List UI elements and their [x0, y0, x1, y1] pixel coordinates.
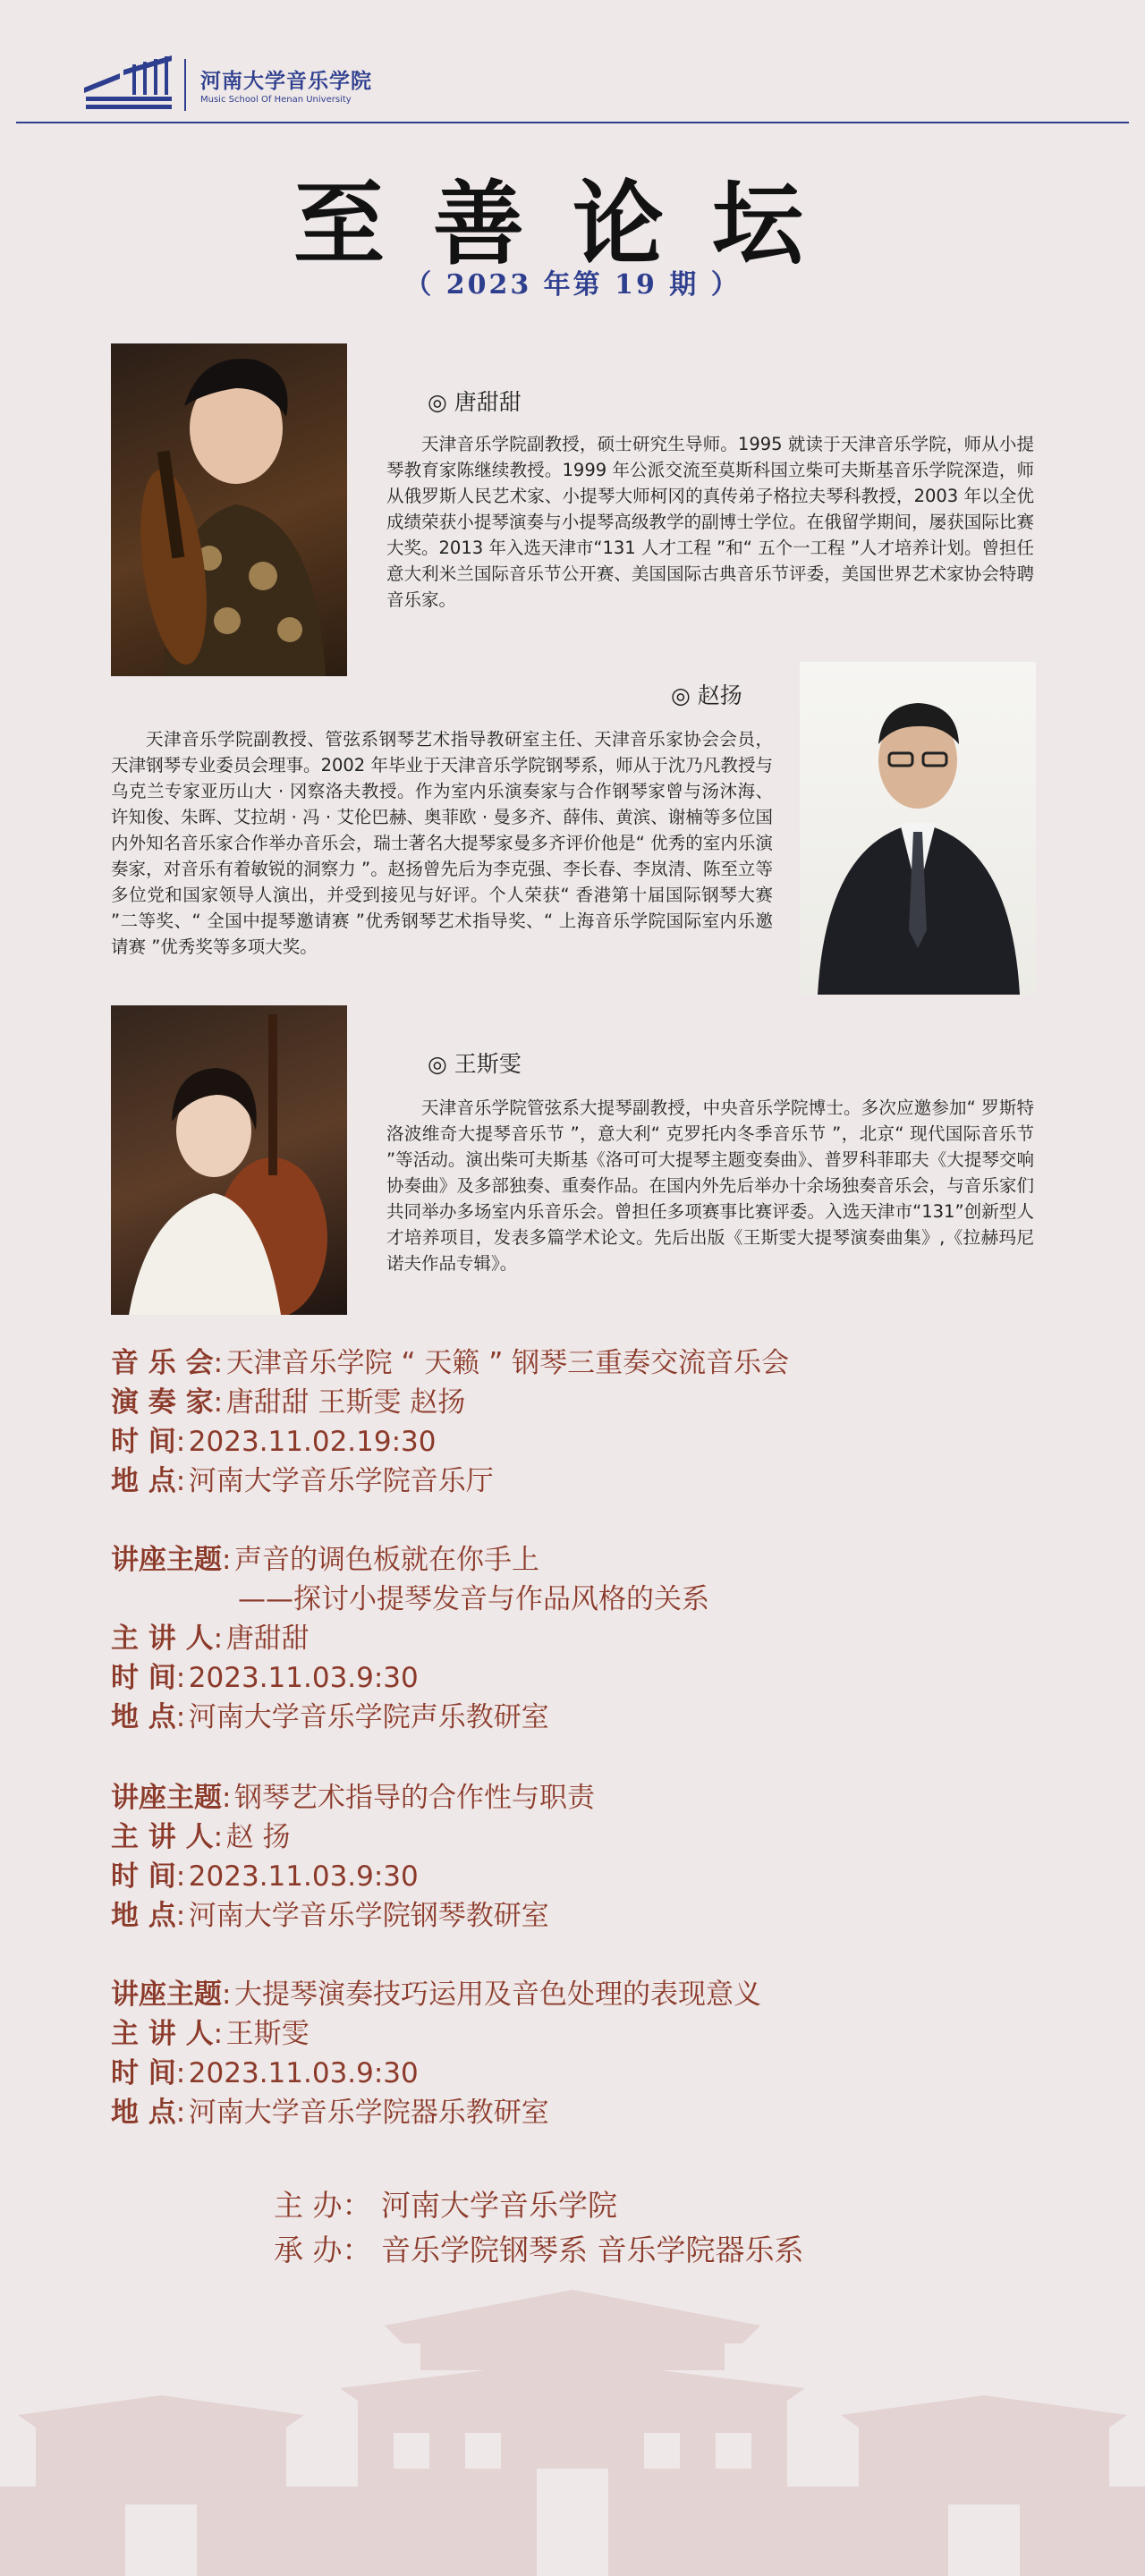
event-row: 时 间: 2023.11.03.9:30: [111, 1857, 595, 1896]
event-label: 演 奏 家: [111, 1386, 214, 1419]
event-label: 时 间: [111, 1860, 176, 1893]
lecture-block-zhao: [111, 1778, 595, 1936]
event-row: 讲座主题: 钢琴艺术指导的合作性与职责: [111, 1778, 595, 1818]
event-value: 大提琴演奏技巧运用及音色处理的表现意义: [234, 1979, 761, 2011]
event-row: 地 点: 河南大学音乐学院器乐教研室: [111, 2093, 761, 2132]
event-value: 河南大学音乐学院音乐厅: [188, 1465, 494, 1497]
event-value: 河南大学音乐学院声乐教研室: [188, 1701, 549, 1733]
logo-divider: [184, 59, 186, 111]
event-value: 2023.11.03.9:30: [188, 2057, 419, 2089]
event-label: 音 乐 会: [111, 1347, 214, 1379]
bio-name-zhao-yang: ◎ 赵扬: [671, 682, 742, 708]
event-label: 讲座主题: [111, 1544, 222, 1576]
organizer-line: 承 办： 音乐学院钢琴系 音乐学院器乐系: [274, 2233, 804, 2267]
university-logo: [79, 52, 177, 114]
header-rule: [16, 122, 1129, 123]
host-line: 主 办： 河南大学音乐学院: [274, 2188, 617, 2223]
event-value: 2023.11.02.19:30: [188, 1426, 437, 1458]
event-value: 河南大学音乐学院钢琴教研室: [188, 1900, 549, 1932]
event-row: 地 点: 河南大学音乐学院音乐厅: [111, 1462, 789, 1501]
school-name-en: Music School Of Henan University: [200, 95, 352, 105]
event-value: 唐甜甜: [225, 1623, 310, 1655]
event-value: 声音的调色板就在你手上: [234, 1544, 539, 1576]
bio-name-tang-tiantian: ◎ 唐甜甜: [428, 389, 522, 415]
event-label: 地 点: [111, 2097, 176, 2129]
event-label: 主 讲 人: [111, 1821, 214, 1853]
event-value: 王斯雯: [225, 2018, 310, 2050]
event-row: 主 讲 人: 唐甜甜: [111, 1619, 709, 1658]
event-label: 地 点: [111, 1701, 176, 1733]
event-row: 讲座主题: 声音的调色板就在你手上: [111, 1540, 709, 1580]
building-watermark: [0, 2290, 1145, 2576]
event-value: ——探讨小提琴发音与作品风格的关系: [238, 1583, 709, 1615]
event-label: 时 间: [111, 1662, 176, 1694]
portrait-zhao-yang: [800, 662, 1036, 995]
lecture-block-wang: [111, 1975, 761, 2132]
event-label: 地 点: [111, 1465, 176, 1497]
bio-name-wang-siwen: ◎ 王斯雯: [428, 1051, 522, 1077]
event-label: 讲座主题: [111, 1979, 222, 2011]
event-row: 地 点: 河南大学音乐学院钢琴教研室: [111, 1896, 595, 1936]
event-value: 河南大学音乐学院器乐教研室: [188, 2097, 549, 2129]
event-value: 2023.11.03.9:30: [188, 1860, 419, 1893]
bio-text-zhao-yang: 天津音乐学院副教授、管弦系钢琴艺术指导教研室主任、天津音乐家协会会员，天津钢琴专业委员会理事。2002 年毕业于天津音乐学院钢琴系，师从于沈乃凡教授与乌克兰专家亚历山大 · 冈察洛夫教授。作为室内乐演奏家与合作钢琴家曾与汤沐海、许知俊、朱晖、艾拉胡 · 冯 · 艾伦巴赫、奥菲欧 · 曼多齐、薛伟、黄滨、谢楠等多位国内外知名音乐家合作举办音乐会，瑞士著名大提琴家曼多齐评价他是“ 优秀的室内乐演奏家，对音乐有着敏锐的洞察力 ”。赵扬曾先后为李克强、李长春、李岚清、陈至立等多位党和国家领导人演出，并受到接见与好评。个人荣获“ 香港第十届国际钢琴大赛 ”二等奖、“ 全国中提琴邀请赛 ”优秀钢琴艺术指导奖、“ 上海音乐学院国际室内乐邀请赛 ”优秀奖等多项大奖。: [111, 729, 773, 957]
bio-text-wang-siwen: 天津音乐学院管弦系大提琴副教授，中央音乐学院博士。多次应邀参加“ 罗斯特洛波维奇大提琴音乐节 ”，意大利“ 克罗托内冬季音乐节 ”，北京“ 现代国际音乐节 ”等活动。演出柴可夫斯基《洛可可大提琴主题变奏曲》、普罗科菲耶夫《大提琴交响协奏曲》及多部独奏、重奏作品。在国内外先后举办十余场独奏音乐会，与音乐家们共同举办多场室内乐音乐会。曾担任多项赛事比赛评委。入选天津市“131”创新型人才培养项目，发表多篇学术论文。先后出版《王斯雯大提琴演奏曲集》,《拉赫玛尼诺夫作品专辑》。: [386, 1097, 1034, 1274]
event-label: 地 点: [111, 1900, 176, 1932]
event-row: 主 讲 人: 赵 扬: [111, 1818, 595, 1857]
event-row: 地 点: 河南大学音乐学院声乐教研室: [111, 1698, 709, 1737]
event-row: 时 间: 2023.11.03.9:30: [111, 2054, 761, 2093]
event-value: 唐甜甜 王斯雯 赵扬: [225, 1386, 466, 1419]
event-row: 时 间: 2023.11.03.9:30: [111, 1658, 709, 1698]
page-title: 至善论坛: [293, 171, 852, 278]
lecture-block-tang: [111, 1540, 709, 1737]
concert-block: [111, 1343, 789, 1501]
event-value: 钢琴艺术指导的合作性与职责: [234, 1782, 595, 1814]
issue-number: （ 2023 年第 19 期 ）: [404, 269, 741, 301]
event-label: 时 间: [111, 1426, 176, 1458]
event-row: 讲座主题: 大提琴演奏技巧运用及音色处理的表现意义: [111, 1975, 761, 2014]
event-row: 时 间: 2023.11.02.19:30: [111, 1422, 789, 1462]
event-row: 音 乐 会: 天津音乐学院 “ 天籁 ” 钢琴三重奏交流音乐会: [111, 1343, 789, 1383]
event-label: 主 讲 人: [111, 2018, 214, 2050]
event-row: [111, 1580, 709, 1619]
event-label: 讲座主题: [111, 1782, 222, 1814]
event-value: 天津音乐学院 “ 天籁 ” 钢琴三重奏交流音乐会: [225, 1347, 790, 1379]
event-row: 演 奏 家: 唐甜甜 王斯雯 赵扬: [111, 1383, 789, 1422]
event-label: 时 间: [111, 2057, 176, 2089]
bio-text-tang-tiantian: 天津音乐学院副教授，硕士研究生导师。1995 就读于天津音乐学院，师从小提琴教育家陈继续教授。1999 年公派交流至莫斯科国立柴可夫斯基音乐学院深造，师从俄罗斯人民艺术家、小提琴大师柯冈的真传弟子格拉夫琴科教授，2003 年以全优成绩荣获小提琴演奏与小提琴高级教学的副博士学位。在俄留学期间，屡获国际比赛大奖。2013 年入选天津市“131 人才工程 ”和“ 五个一工程 ”人才培养计划。曾担任意大利米兰国际音乐节公开赛、美国国际古典音乐节评委，美国世界艺术家协会特聘音乐家。: [386, 434, 1034, 610]
event-label: 主 讲 人: [111, 1623, 214, 1655]
event-value: 2023.11.03.9:30: [188, 1662, 419, 1694]
event-value: 赵 扬: [225, 1821, 291, 1853]
school-name-cn: 河南大学音乐学院: [200, 70, 372, 93]
portrait-wang-siwen: [111, 1005, 347, 1315]
portrait-tang-tiantian: [111, 343, 347, 676]
event-row: 主 讲 人: 王斯雯: [111, 2014, 761, 2054]
